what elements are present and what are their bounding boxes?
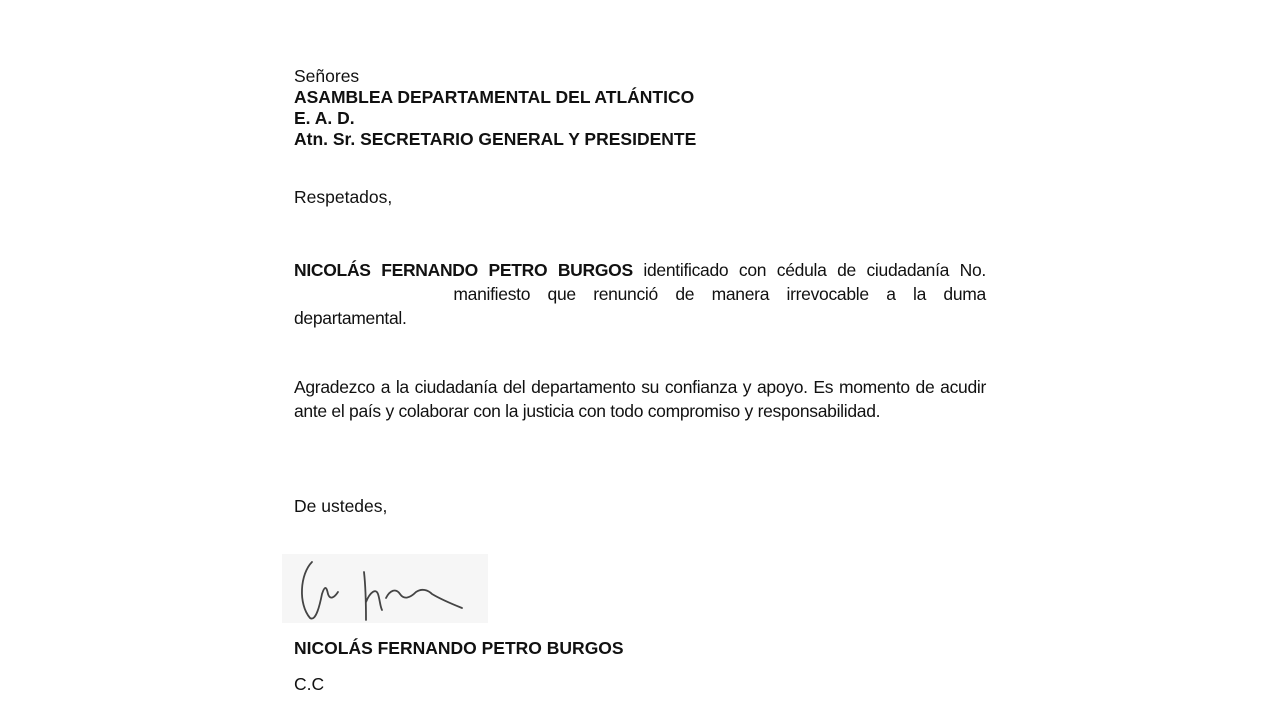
signer-name: NICOLÁS FERNANDO PETRO BURGOS — [294, 638, 624, 658]
signature-image — [282, 554, 488, 623]
paragraph-gratitude: Agradezco a la ciudadanía del departamento su confianza y apoyo. Es momento de acudir ante el país y colaborar con la justicia con todo compromiso y responsabilidad. — [294, 377, 986, 421]
resignation-text-b: manifiesto que renunció de manera irrevocable a la duma departamental. — [294, 284, 986, 328]
signature-icon — [282, 554, 488, 623]
id-label: C.C — [294, 674, 325, 694]
paragraph-resignation — [294, 258, 986, 330]
resigner-name: NICOLÁS FERNANDO PETRO BURGOS — [294, 260, 633, 280]
resignation-text-a: identificado con cédula de ciudadanía No. — [632, 260, 986, 280]
closing: De ustedes, — [294, 496, 388, 516]
recipient-attention: Atn. Sr. SECRETARIO GENERAL Y PRESIDENTE — [294, 129, 697, 149]
recipient-abbreviation: E. A. D. — [294, 108, 355, 128]
recipient-organization: ASAMBLEA DEPARTAMENTAL DEL ATLÁNTICO — [294, 87, 695, 107]
greeting: Respetados, — [294, 187, 393, 207]
salutation-senores: Señores — [294, 66, 360, 86]
